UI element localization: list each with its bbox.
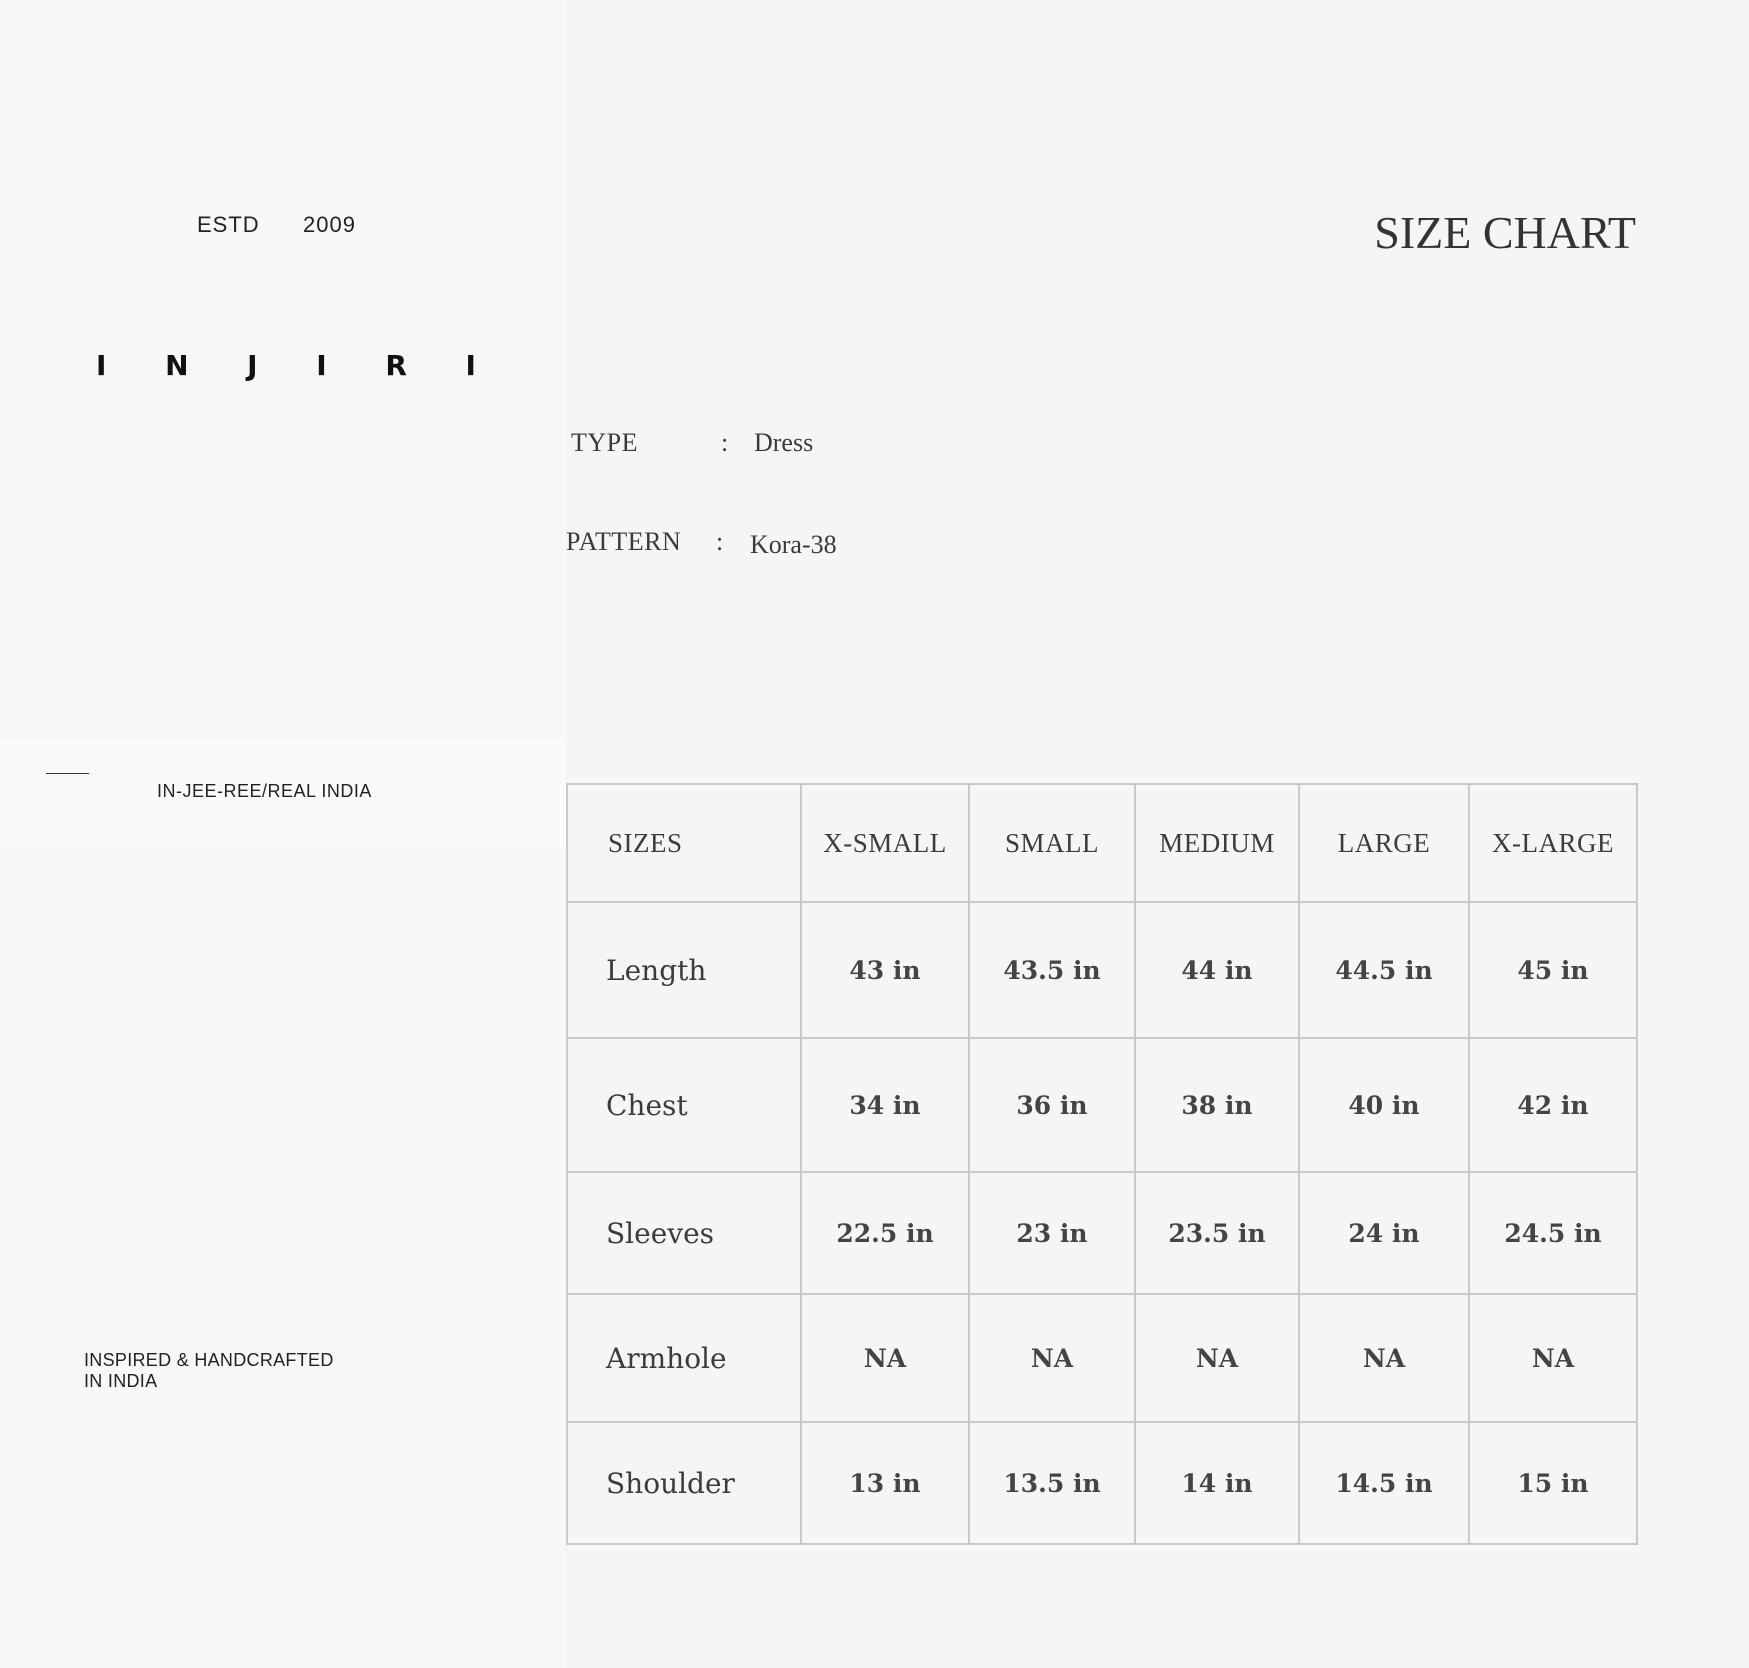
column-header: SMALL <box>969 784 1135 902</box>
row-label: Shoulder <box>567 1422 801 1544</box>
table-cell: 36 in <box>969 1038 1135 1172</box>
meta-separator: : <box>716 527 724 556</box>
brand-logo <box>96 345 476 385</box>
table-cell: 42 in <box>1469 1038 1637 1172</box>
brand-letter: J <box>247 348 258 382</box>
table-cell: 22.5 in <box>801 1172 969 1294</box>
row-label: Length <box>567 902 801 1038</box>
table-cell: 45 in <box>1469 902 1637 1038</box>
table-row <box>567 1294 1637 1422</box>
crafted-line: IN INDIA <box>84 1371 158 1391</box>
table-cell: 23.5 in <box>1135 1172 1299 1294</box>
estd-year: 2009 <box>303 212 356 237</box>
table-corner-header: SIZES <box>567 784 801 902</box>
meta-separator: : <box>721 428 729 457</box>
row-label: Sleeves <box>567 1172 801 1294</box>
table-cell: 40 in <box>1299 1038 1469 1172</box>
meta-pattern-label: PATTERN <box>566 527 682 556</box>
table-cell: 13 in <box>801 1422 969 1544</box>
table-cell: 14 in <box>1135 1422 1299 1544</box>
meta-type-label: TYPE <box>571 428 638 457</box>
column-header: X-SMALL <box>801 784 969 902</box>
meta-pattern-row <box>566 527 966 561</box>
page-title: SIZE CHART <box>1374 207 1636 258</box>
brand-letter: I <box>465 348 476 382</box>
row-label: Chest <box>567 1038 801 1172</box>
estd-label: ESTD <box>197 212 260 237</box>
meta-type-value: Dress <box>754 428 814 457</box>
table-cell: NA <box>1299 1294 1469 1422</box>
table-cell: 13.5 in <box>969 1422 1135 1544</box>
meta-pattern-value: Kora-38 <box>750 530 837 559</box>
column-header: MEDIUM <box>1135 784 1299 902</box>
table-cell: 44.5 in <box>1299 902 1469 1038</box>
table-cell: 43 in <box>801 902 969 1038</box>
brand-tagline: IN-JEE-REE/REAL INDIA <box>157 781 372 801</box>
row-label: Armhole <box>567 1294 801 1422</box>
size-table <box>566 783 1638 1545</box>
table-cell: 43.5 in <box>969 902 1135 1038</box>
table-cell: 38 in <box>1135 1038 1299 1172</box>
table-cell: 24.5 in <box>1469 1172 1637 1294</box>
table-cell: NA <box>969 1294 1135 1422</box>
table-header-row <box>567 784 1637 902</box>
table-cell: 14.5 in <box>1299 1422 1469 1544</box>
column-header: LARGE <box>1299 784 1469 902</box>
table-row <box>567 1172 1637 1294</box>
table-cell: NA <box>1469 1294 1637 1422</box>
brand-letter: I <box>316 348 327 382</box>
table-row <box>567 1038 1637 1172</box>
crafted-line: INSPIRED & HANDCRAFTED <box>84 1350 334 1370</box>
table-cell: NA <box>801 1294 969 1422</box>
crafted-note <box>84 1350 384 1392</box>
meta-type-row <box>571 428 971 462</box>
table-cell: 23 in <box>969 1172 1135 1294</box>
table-row <box>567 1422 1637 1544</box>
table-cell: 34 in <box>801 1038 969 1172</box>
divider-dash <box>46 773 89 774</box>
table-cell: 44 in <box>1135 902 1299 1038</box>
brand-letter: I <box>96 348 107 382</box>
brand-letter: R <box>385 348 407 382</box>
table-row <box>567 902 1637 1038</box>
brand-letter: N <box>165 348 189 382</box>
column-header: X-LARGE <box>1469 784 1637 902</box>
table-cell: NA <box>1135 1294 1299 1422</box>
table-cell: 15 in <box>1469 1422 1637 1544</box>
table-cell: 24 in <box>1299 1172 1469 1294</box>
